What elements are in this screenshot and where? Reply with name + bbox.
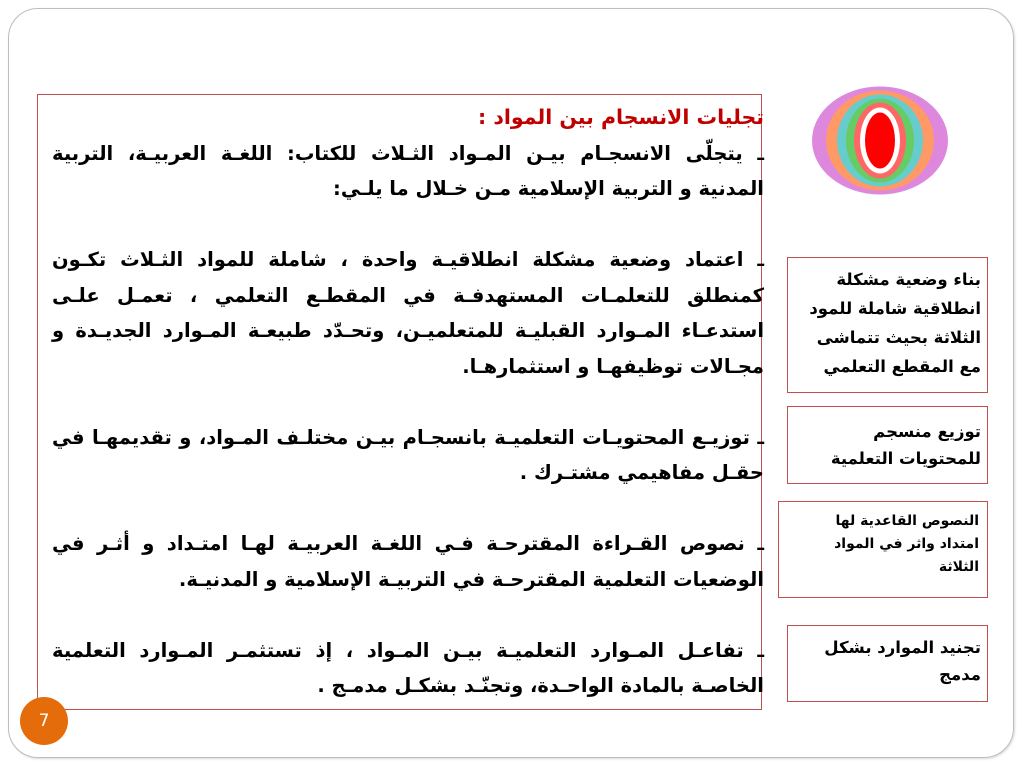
side-box-base-texts: النصوص القاعدية لها امتداد واثر في المواد الثلاثة (778, 501, 988, 598)
page-number-badge: 7 (20, 697, 68, 745)
point-distribution: ـ توزيـع المحتويـات التعلميـة بانسجـام بيـن مختلـف المـواد، و تقديمهـا في حقـل مفاهيمي مشتـرك . (52, 425, 764, 484)
main-text (52, 100, 764, 704)
slide-title: تجليات الانسجام بين المواد : (478, 105, 764, 129)
concentric-ovals-logo-icon (810, 84, 950, 197)
side-box-resource-mobilization: تجنيد الموارد بشكل مدمج (787, 625, 988, 702)
point-situation: ـ اعتماد وضعية مشكلة انطلاقيـة واحدة ، شاملة للمواد الثـلاث تكـون كمنطلق للتعلمـات المستهدفـة في المقطـع التعلمي ، تعمـل علـى استدعـاء المـوارد القبليـة للمتعلميـن، وتحـدّد طبيعـة المـوارد الجديـدة و مجـالات توظيفهـا و استثمارهـا. (52, 248, 764, 378)
side-box-content-distribution: توزيع منسجم للمحتويات التعلمية (787, 406, 988, 484)
point-reading-texts: ـ نصوص القـراءة المقترحـة فـي اللغـة العربيـة لهـا امتـداد و أثـر في الوضعيات التعلمية المقترحـة في التربيـة الإسلامية و المدنيـة. (52, 532, 764, 591)
intro-paragraph: ـ يتجلّى الانسجـام بيـن المـواد الثـلاث للكتاب: اللغـة العربيـة، التربية المدنية و التربية الإسلامية مـن خـلال ما يلـي: (52, 141, 764, 200)
side-box-problem-situation: بناء وضعية مشكلة انطلاقية شاملة للمود الثلاثة بحيث تتماشى مع المقطع التعلمي (787, 257, 988, 393)
point-resources: ـ تفاعـل المـوارد التعلميـة بيـن المـواد ، إذ تستثمـر المـوارد التعلمية الخاصـة بالمادة الواحـدة، وتجنّـد بشكـل مدمـج . (52, 638, 764, 697)
